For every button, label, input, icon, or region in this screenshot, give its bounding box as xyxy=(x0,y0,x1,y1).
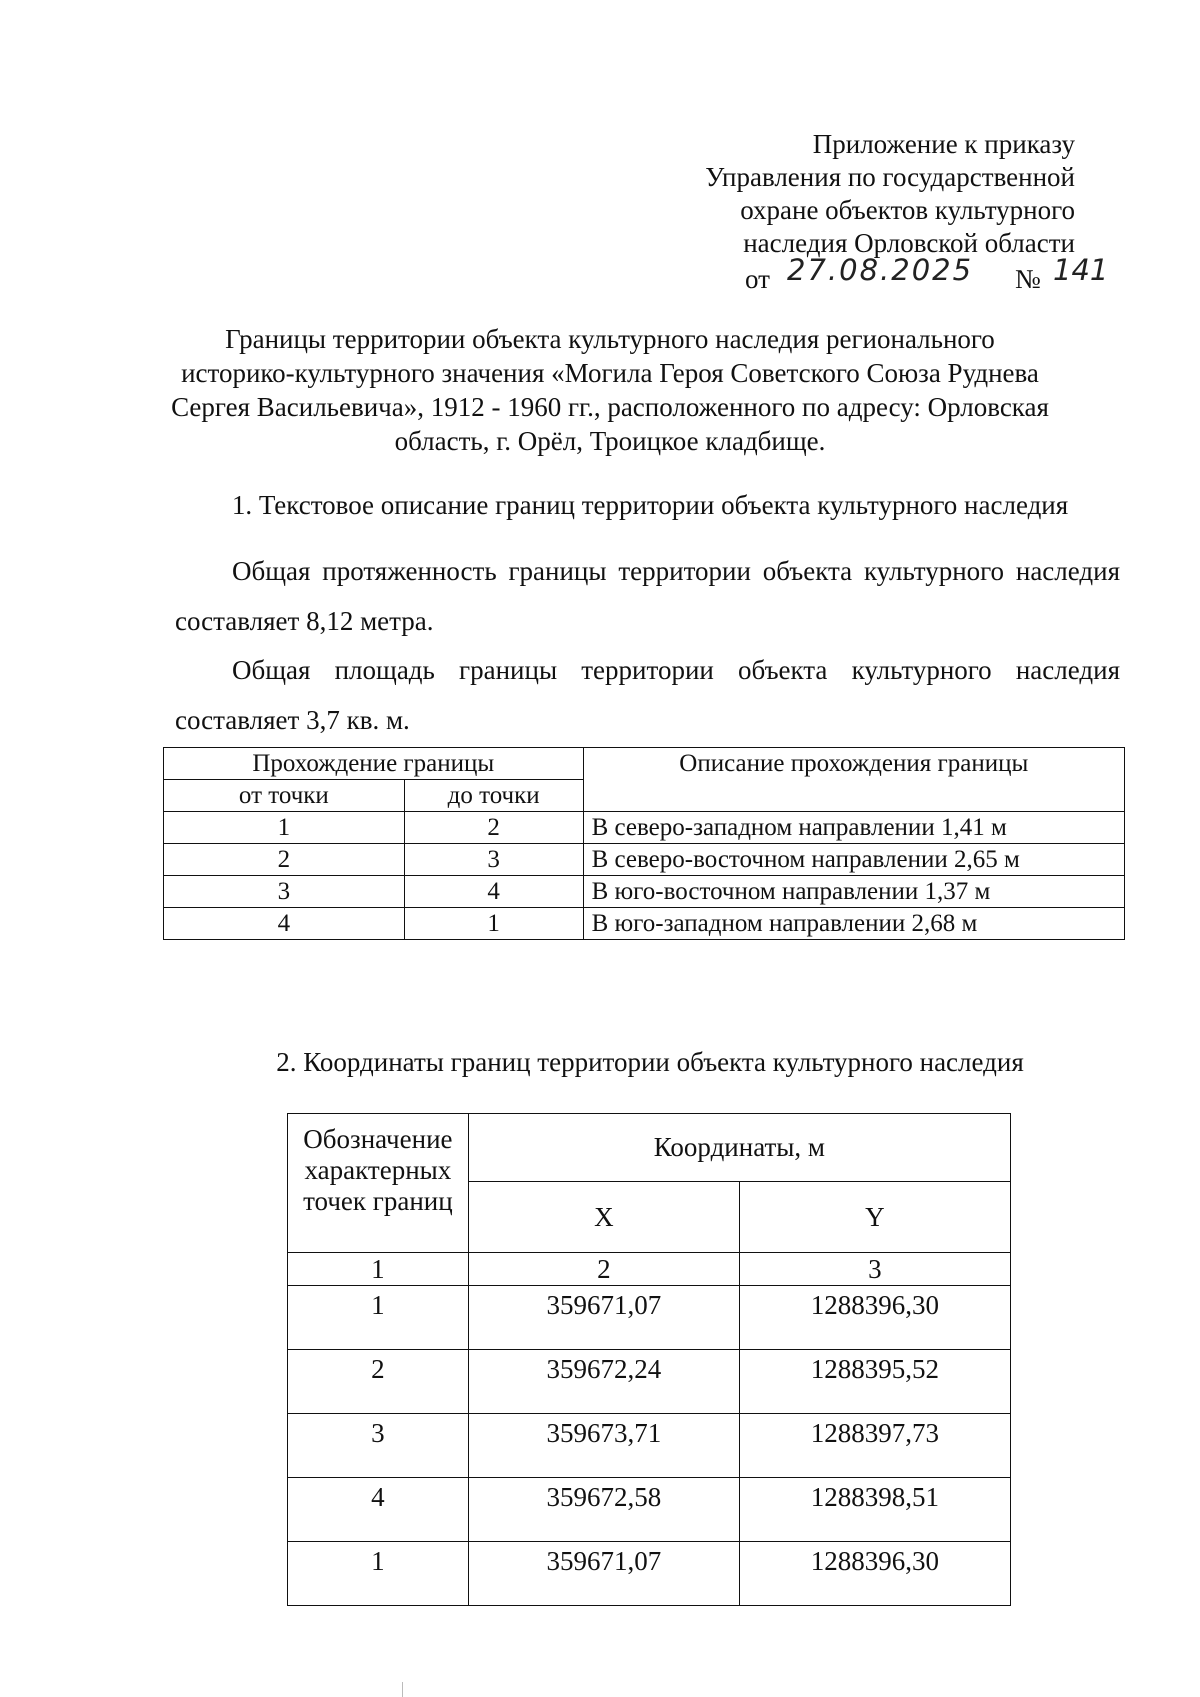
cell-point: 2 xyxy=(288,1350,469,1414)
cell-y: 1288396,30 xyxy=(739,1542,1010,1606)
scan-artifact-mark xyxy=(402,1682,403,1697)
table-row xyxy=(164,876,1125,908)
cell-to: 2 xyxy=(404,812,583,844)
cell-y: 1288396,30 xyxy=(739,1286,1010,1350)
table-row xyxy=(288,1286,1011,1350)
cell-from: 4 xyxy=(164,908,405,940)
cell-desc: В юго-восточном направлении 1,37 м xyxy=(583,876,1124,908)
coordinates-table xyxy=(287,1113,1011,1606)
cell-y: 1288397,73 xyxy=(739,1414,1010,1478)
table-row xyxy=(288,1414,1011,1478)
cell-point: 3 xyxy=(288,1414,469,1478)
header-x: X xyxy=(468,1182,739,1253)
approval-block xyxy=(705,128,1109,300)
header-coordinates: Координаты, м xyxy=(468,1114,1010,1182)
section-1-heading: 1. Текстовое описание границ территории объекта культурного наследия xyxy=(231,490,1069,520)
cell-point: 1 xyxy=(288,1542,469,1606)
cell-to: 1 xyxy=(404,908,583,940)
cell-from: 3 xyxy=(164,876,405,908)
column-index: 3 xyxy=(739,1253,1010,1286)
column-index-row xyxy=(288,1253,1011,1286)
paragraph-area: Общая площадь границы территории объекта культурного наследия составляет 3,7 кв. м. xyxy=(175,655,1120,735)
approval-line-1: Приложение к приказу xyxy=(812,129,1075,159)
column-index: 1 xyxy=(288,1253,469,1286)
column-index: 2 xyxy=(468,1253,739,1286)
table-row xyxy=(164,844,1125,876)
cell-x: 359672,58 xyxy=(468,1478,739,1542)
cell-to: 4 xyxy=(404,876,583,908)
section-2-heading: 2. Координаты границ территории объекта культурного наследия xyxy=(276,1047,1024,1077)
paragraph-length: Общая протяженность границы территории объекта культурного наследия составляет 8,12 метра. xyxy=(175,556,1120,636)
date-prefix: от xyxy=(745,264,770,294)
cell-point: 4 xyxy=(288,1478,469,1542)
cell-point: 1 xyxy=(288,1286,469,1350)
header-from-point: от точки xyxy=(164,780,405,812)
header-boundary-passage: Прохождение границы xyxy=(164,748,584,780)
table-row xyxy=(164,908,1125,940)
number-prefix: № xyxy=(1015,264,1041,294)
cell-to: 3 xyxy=(404,844,583,876)
header-to-point: до точки xyxy=(404,780,583,812)
cell-from: 1 xyxy=(164,812,405,844)
handwritten-date: 27.08.2025 xyxy=(787,253,974,287)
cell-y: 1288398,51 xyxy=(739,1478,1010,1542)
table-row xyxy=(164,812,1125,844)
approval-line-3: охране объектов культурного xyxy=(740,195,1075,225)
cell-desc: В северо-западном направлении 1,41 м xyxy=(583,812,1124,844)
cell-x: 359673,71 xyxy=(468,1414,739,1478)
approval-date-row xyxy=(745,253,1109,300)
cell-x: 359672,24 xyxy=(468,1350,739,1414)
approval-line-2: Управления по государственной xyxy=(705,162,1075,192)
handwritten-number: 141 xyxy=(1053,253,1109,287)
cell-x: 359671,07 xyxy=(468,1286,739,1350)
cell-desc: В северо-восточном направлении 2,65 м xyxy=(583,844,1124,876)
header-boundary-description: Описание прохождения границы xyxy=(583,748,1124,812)
table-row xyxy=(288,1350,1011,1414)
cell-from: 2 xyxy=(164,844,405,876)
cell-x: 359671,07 xyxy=(468,1542,739,1606)
document-title: Границы территории объекта культурного наследия регионального историко-культурного значения «Могила Героя Советского Союза Руднева Сергея Васильевича», 1912 - 1960 гг., расположенного по адресу: Орловская область, г. Орёл, Троицкое кладбище. xyxy=(171,324,1049,456)
boundary-description-table xyxy=(163,747,1125,940)
approval-line-4: наследия Орловской области xyxy=(743,228,1075,258)
cell-y: 1288395,52 xyxy=(739,1350,1010,1414)
header-point-designation: Обозначение характерных точек границ xyxy=(288,1114,469,1253)
table-row xyxy=(288,1478,1011,1542)
table-row xyxy=(288,1542,1011,1606)
cell-desc: В юго-западном направлении 2,68 м xyxy=(583,908,1124,940)
header-y: Y xyxy=(739,1182,1010,1253)
